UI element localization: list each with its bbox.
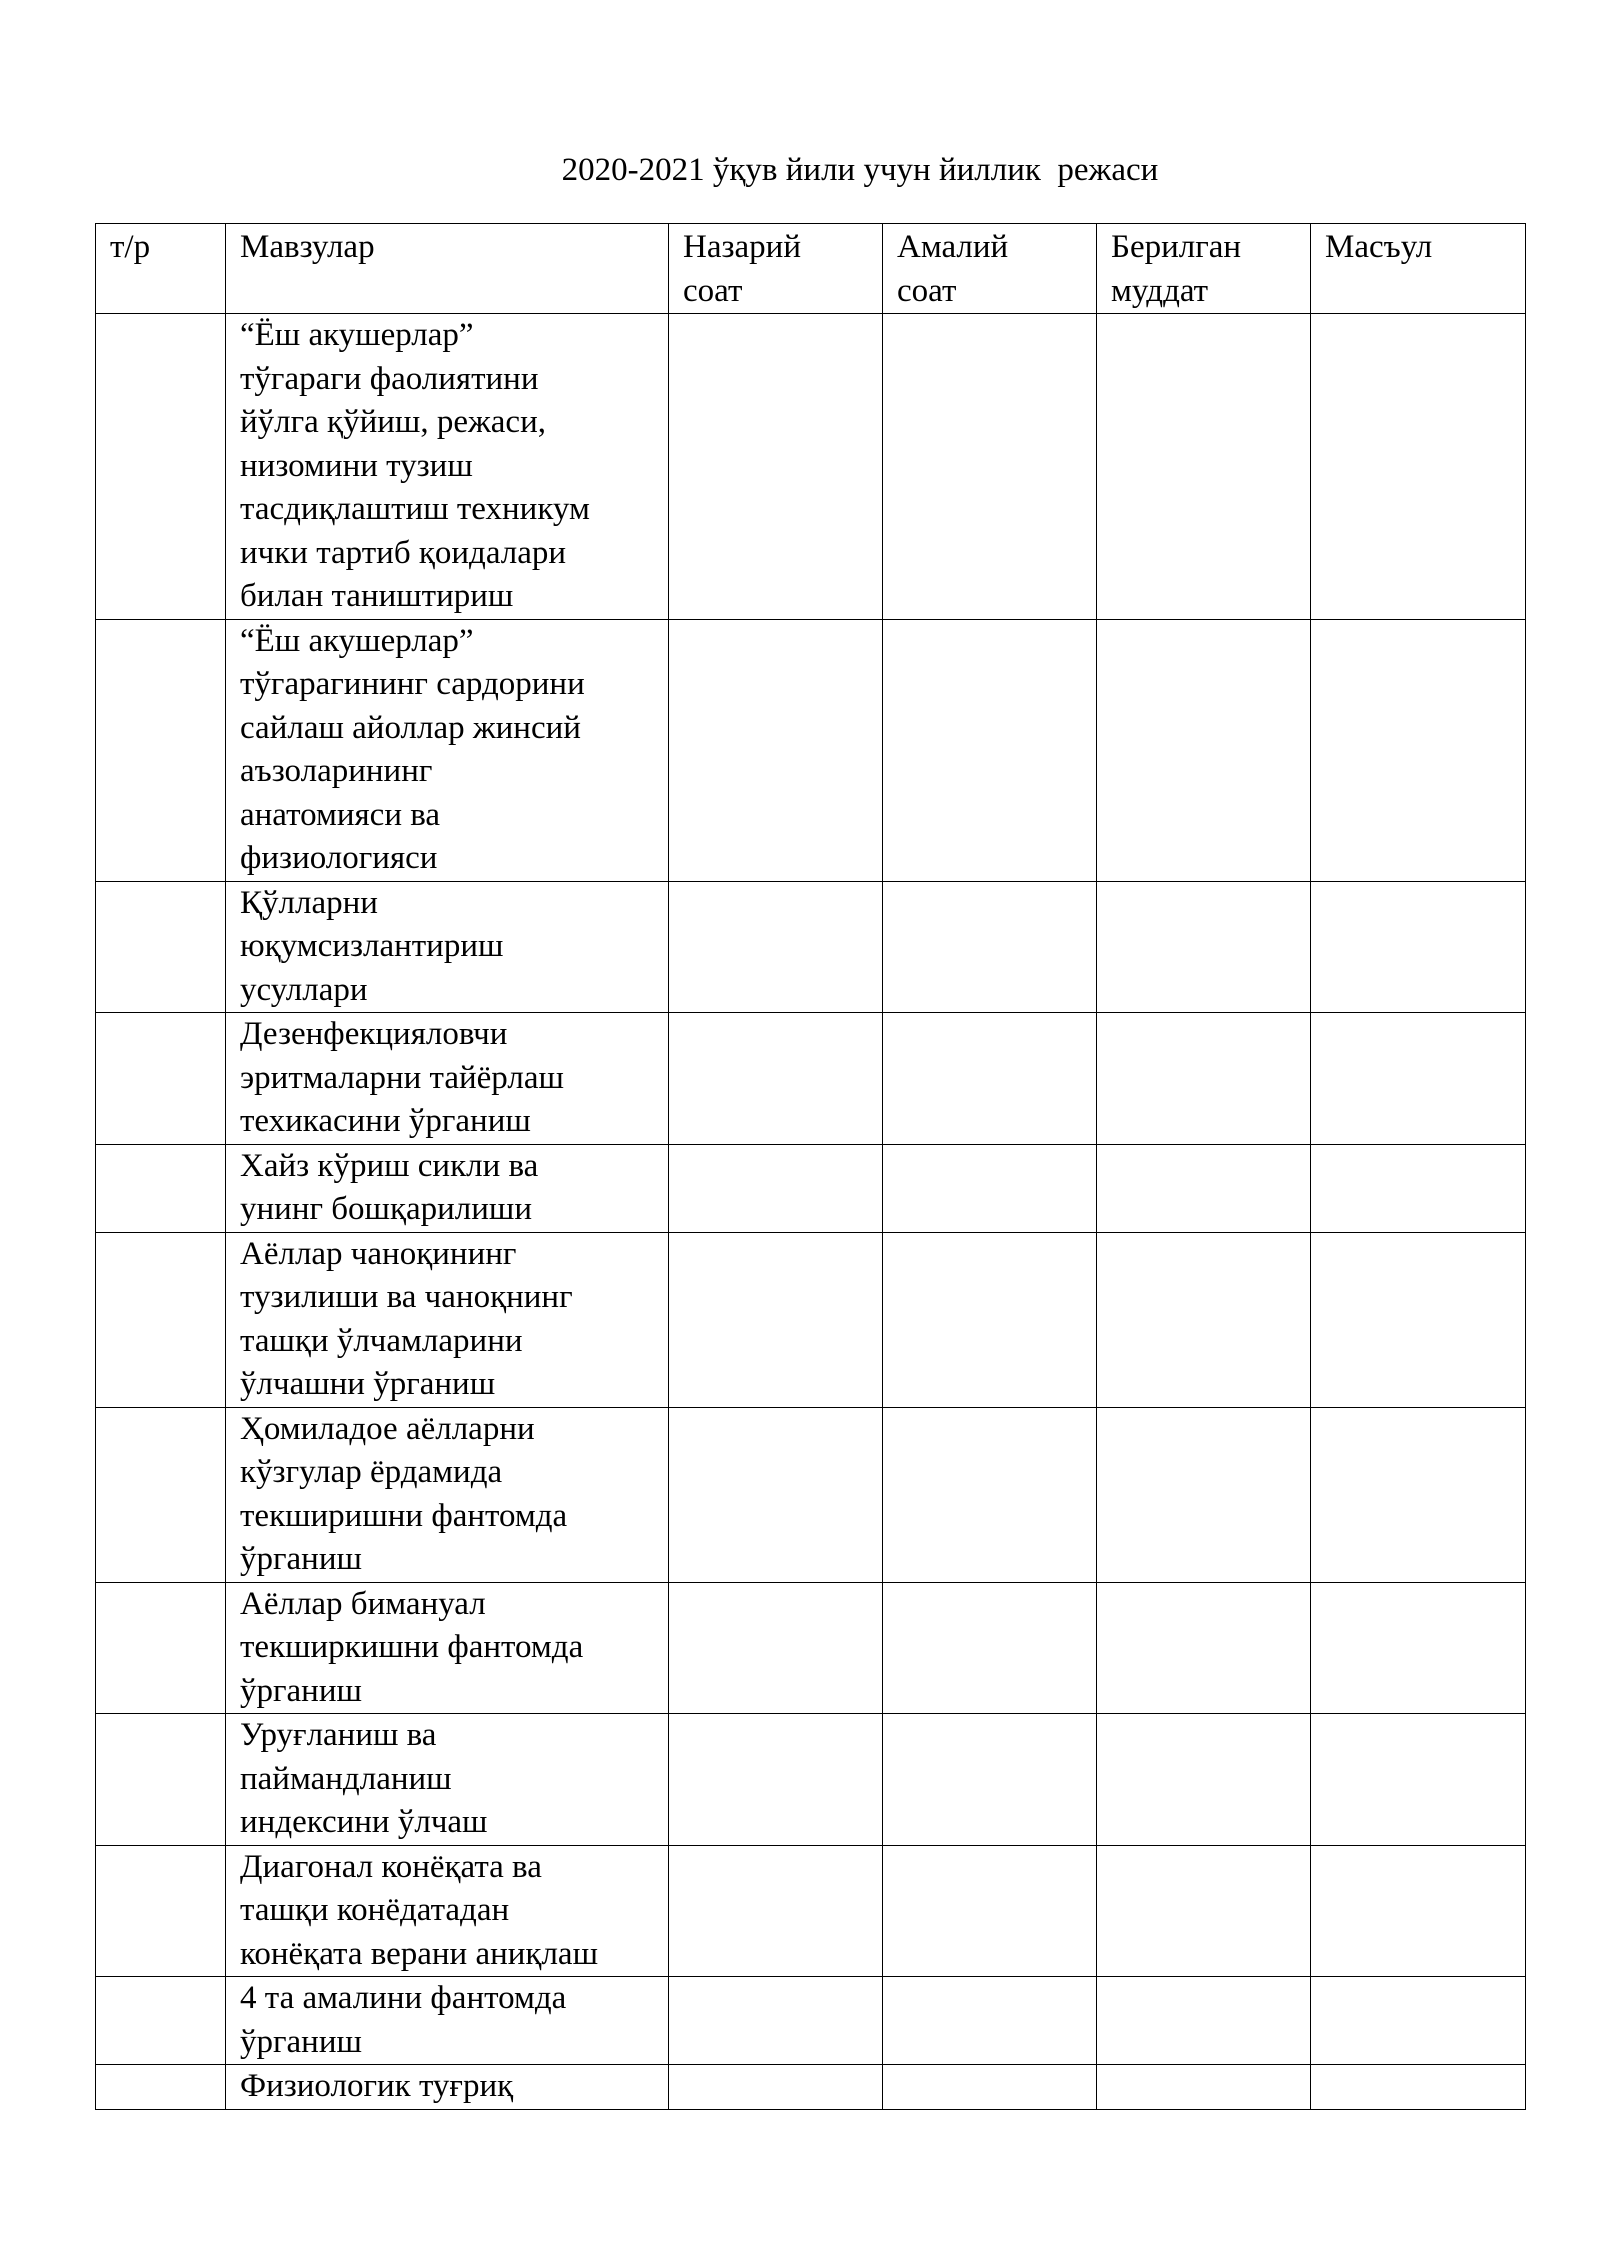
cell-deadline bbox=[1097, 1845, 1311, 1977]
cell-theory-hours bbox=[669, 1714, 883, 1846]
cell-number bbox=[96, 314, 226, 620]
cell-deadline bbox=[1097, 1407, 1311, 1582]
cell-practice-hours bbox=[883, 1845, 1097, 1977]
cell-responsible bbox=[1311, 1714, 1526, 1846]
cell-deadline bbox=[1097, 1977, 1311, 2065]
cell-responsible bbox=[1311, 1013, 1526, 1145]
header-topics: Мавзулар bbox=[226, 224, 669, 314]
cell-practice-hours bbox=[883, 881, 1097, 1013]
cell-responsible bbox=[1311, 1407, 1526, 1582]
cell-practice-hours bbox=[883, 1714, 1097, 1846]
cell-theory-hours bbox=[669, 1013, 883, 1145]
cell-topic: Қўлларни юқумсизлантириш усуллари bbox=[226, 881, 669, 1013]
header-row bbox=[96, 224, 1526, 314]
cell-number bbox=[96, 1582, 226, 1714]
cell-theory-hours bbox=[669, 881, 883, 1013]
cell-responsible bbox=[1311, 1582, 1526, 1714]
cell-number bbox=[96, 1714, 226, 1846]
cell-topic: Дезенфекцияловчи эритмаларни тайёрлаш техикасини ўрганиш bbox=[226, 1013, 669, 1145]
cell-theory-hours bbox=[669, 1977, 883, 2065]
table-row bbox=[96, 881, 1526, 1013]
cell-responsible bbox=[1311, 1845, 1526, 1977]
cell-practice-hours bbox=[883, 1977, 1097, 2065]
cell-deadline bbox=[1097, 1714, 1311, 1846]
cell-practice-hours bbox=[883, 2065, 1097, 2110]
cell-responsible bbox=[1311, 1144, 1526, 1232]
table-header bbox=[96, 224, 1526, 314]
cell-number bbox=[96, 1845, 226, 1977]
cell-number bbox=[96, 1977, 226, 2065]
cell-number bbox=[96, 881, 226, 1013]
header-responsible: Масъул bbox=[1311, 224, 1526, 314]
cell-topic: 4 та амалини фантомда ўрганиш bbox=[226, 1977, 669, 2065]
table-row bbox=[96, 1582, 1526, 1714]
cell-responsible bbox=[1311, 619, 1526, 881]
cell-practice-hours bbox=[883, 314, 1097, 620]
cell-theory-hours bbox=[669, 1407, 883, 1582]
table-row bbox=[96, 1407, 1526, 1582]
cell-topic: Аёллар бимануал текширкишни фантомда ўрганиш bbox=[226, 1582, 669, 1714]
cell-responsible bbox=[1311, 1977, 1526, 2065]
cell-number bbox=[96, 2065, 226, 2110]
cell-practice-hours bbox=[883, 1232, 1097, 1407]
cell-theory-hours bbox=[669, 1845, 883, 1977]
header-number: т/р bbox=[96, 224, 226, 314]
cell-number bbox=[96, 1144, 226, 1232]
cell-deadline bbox=[1097, 314, 1311, 620]
cell-deadline bbox=[1097, 1013, 1311, 1145]
table-row bbox=[96, 1013, 1526, 1145]
cell-number bbox=[96, 1013, 226, 1145]
cell-theory-hours bbox=[669, 314, 883, 620]
table-body bbox=[96, 314, 1526, 2110]
table-row bbox=[96, 1144, 1526, 1232]
cell-topic: “Ёш акушерлар” тўгарагининг сардорини сайлаш айоллар жинсий аъзоларининг анатомияси ва физиологияси bbox=[226, 619, 669, 881]
cell-practice-hours bbox=[883, 619, 1097, 881]
cell-topic: Хайз кўриш сикли ва унинг бошқарилиши bbox=[226, 1144, 669, 1232]
cell-theory-hours bbox=[669, 619, 883, 881]
cell-theory-hours bbox=[669, 1232, 883, 1407]
table-row bbox=[96, 1845, 1526, 1977]
cell-responsible bbox=[1311, 2065, 1526, 2110]
cell-theory-hours bbox=[669, 1144, 883, 1232]
cell-number bbox=[96, 619, 226, 881]
cell-number bbox=[96, 1407, 226, 1582]
page-title: 2020-2021 ўқув йили учун йиллик режаси bbox=[561, 152, 1159, 188]
cell-topic: Аёллар чаноқининг тузилиши ва чаноқнинг ташқи ўлчамларини ўлчашни ўрганиш bbox=[226, 1232, 669, 1407]
cell-theory-hours bbox=[669, 1582, 883, 1714]
table-row bbox=[96, 1714, 1526, 1846]
table-row bbox=[96, 1977, 1526, 2065]
cell-deadline bbox=[1097, 2065, 1311, 2110]
header-practice-hours: Амалий соат bbox=[883, 224, 1097, 314]
cell-topic: Диагонал конёқата ва ташқи конёдатадан конёқата верани аниқлаш bbox=[226, 1845, 669, 1977]
table-row bbox=[96, 314, 1526, 620]
cell-deadline bbox=[1097, 1144, 1311, 1232]
table-row bbox=[96, 1232, 1526, 1407]
cell-practice-hours bbox=[883, 1582, 1097, 1714]
cell-practice-hours bbox=[883, 1013, 1097, 1145]
cell-deadline bbox=[1097, 1582, 1311, 1714]
cell-deadline bbox=[1097, 619, 1311, 881]
cell-practice-hours bbox=[883, 1144, 1097, 1232]
cell-deadline bbox=[1097, 881, 1311, 1013]
table-row bbox=[96, 619, 1526, 881]
table-row bbox=[96, 2065, 1526, 2110]
yearly-plan-table bbox=[95, 223, 1526, 2110]
cell-theory-hours bbox=[669, 2065, 883, 2110]
cell-topic: Ҳомиладое аёлларни кўзгулар ёрдамида текширишни фантомда ўрганиш bbox=[226, 1407, 669, 1582]
cell-deadline bbox=[1097, 1232, 1311, 1407]
header-deadline: Берилган муддат bbox=[1097, 224, 1311, 314]
cell-number bbox=[96, 1232, 226, 1407]
cell-responsible bbox=[1311, 314, 1526, 620]
cell-responsible bbox=[1311, 881, 1526, 1013]
cell-practice-hours bbox=[883, 1407, 1097, 1582]
header-theory-hours: Назарий соат bbox=[669, 224, 883, 314]
cell-topic: Уруғланиш ва паймандланиш индексини ўлчаш bbox=[226, 1714, 669, 1846]
cell-topic: Физиологик туғриқ bbox=[226, 2065, 669, 2110]
cell-topic: “Ёш акушерлар” тўгараги фаолиятини йўлга қўйиш, режаси, низомини тузиш тасдиқлаштиш техникум ички тартиб қоидалари билан таништириш bbox=[226, 314, 669, 620]
cell-responsible bbox=[1311, 1232, 1526, 1407]
